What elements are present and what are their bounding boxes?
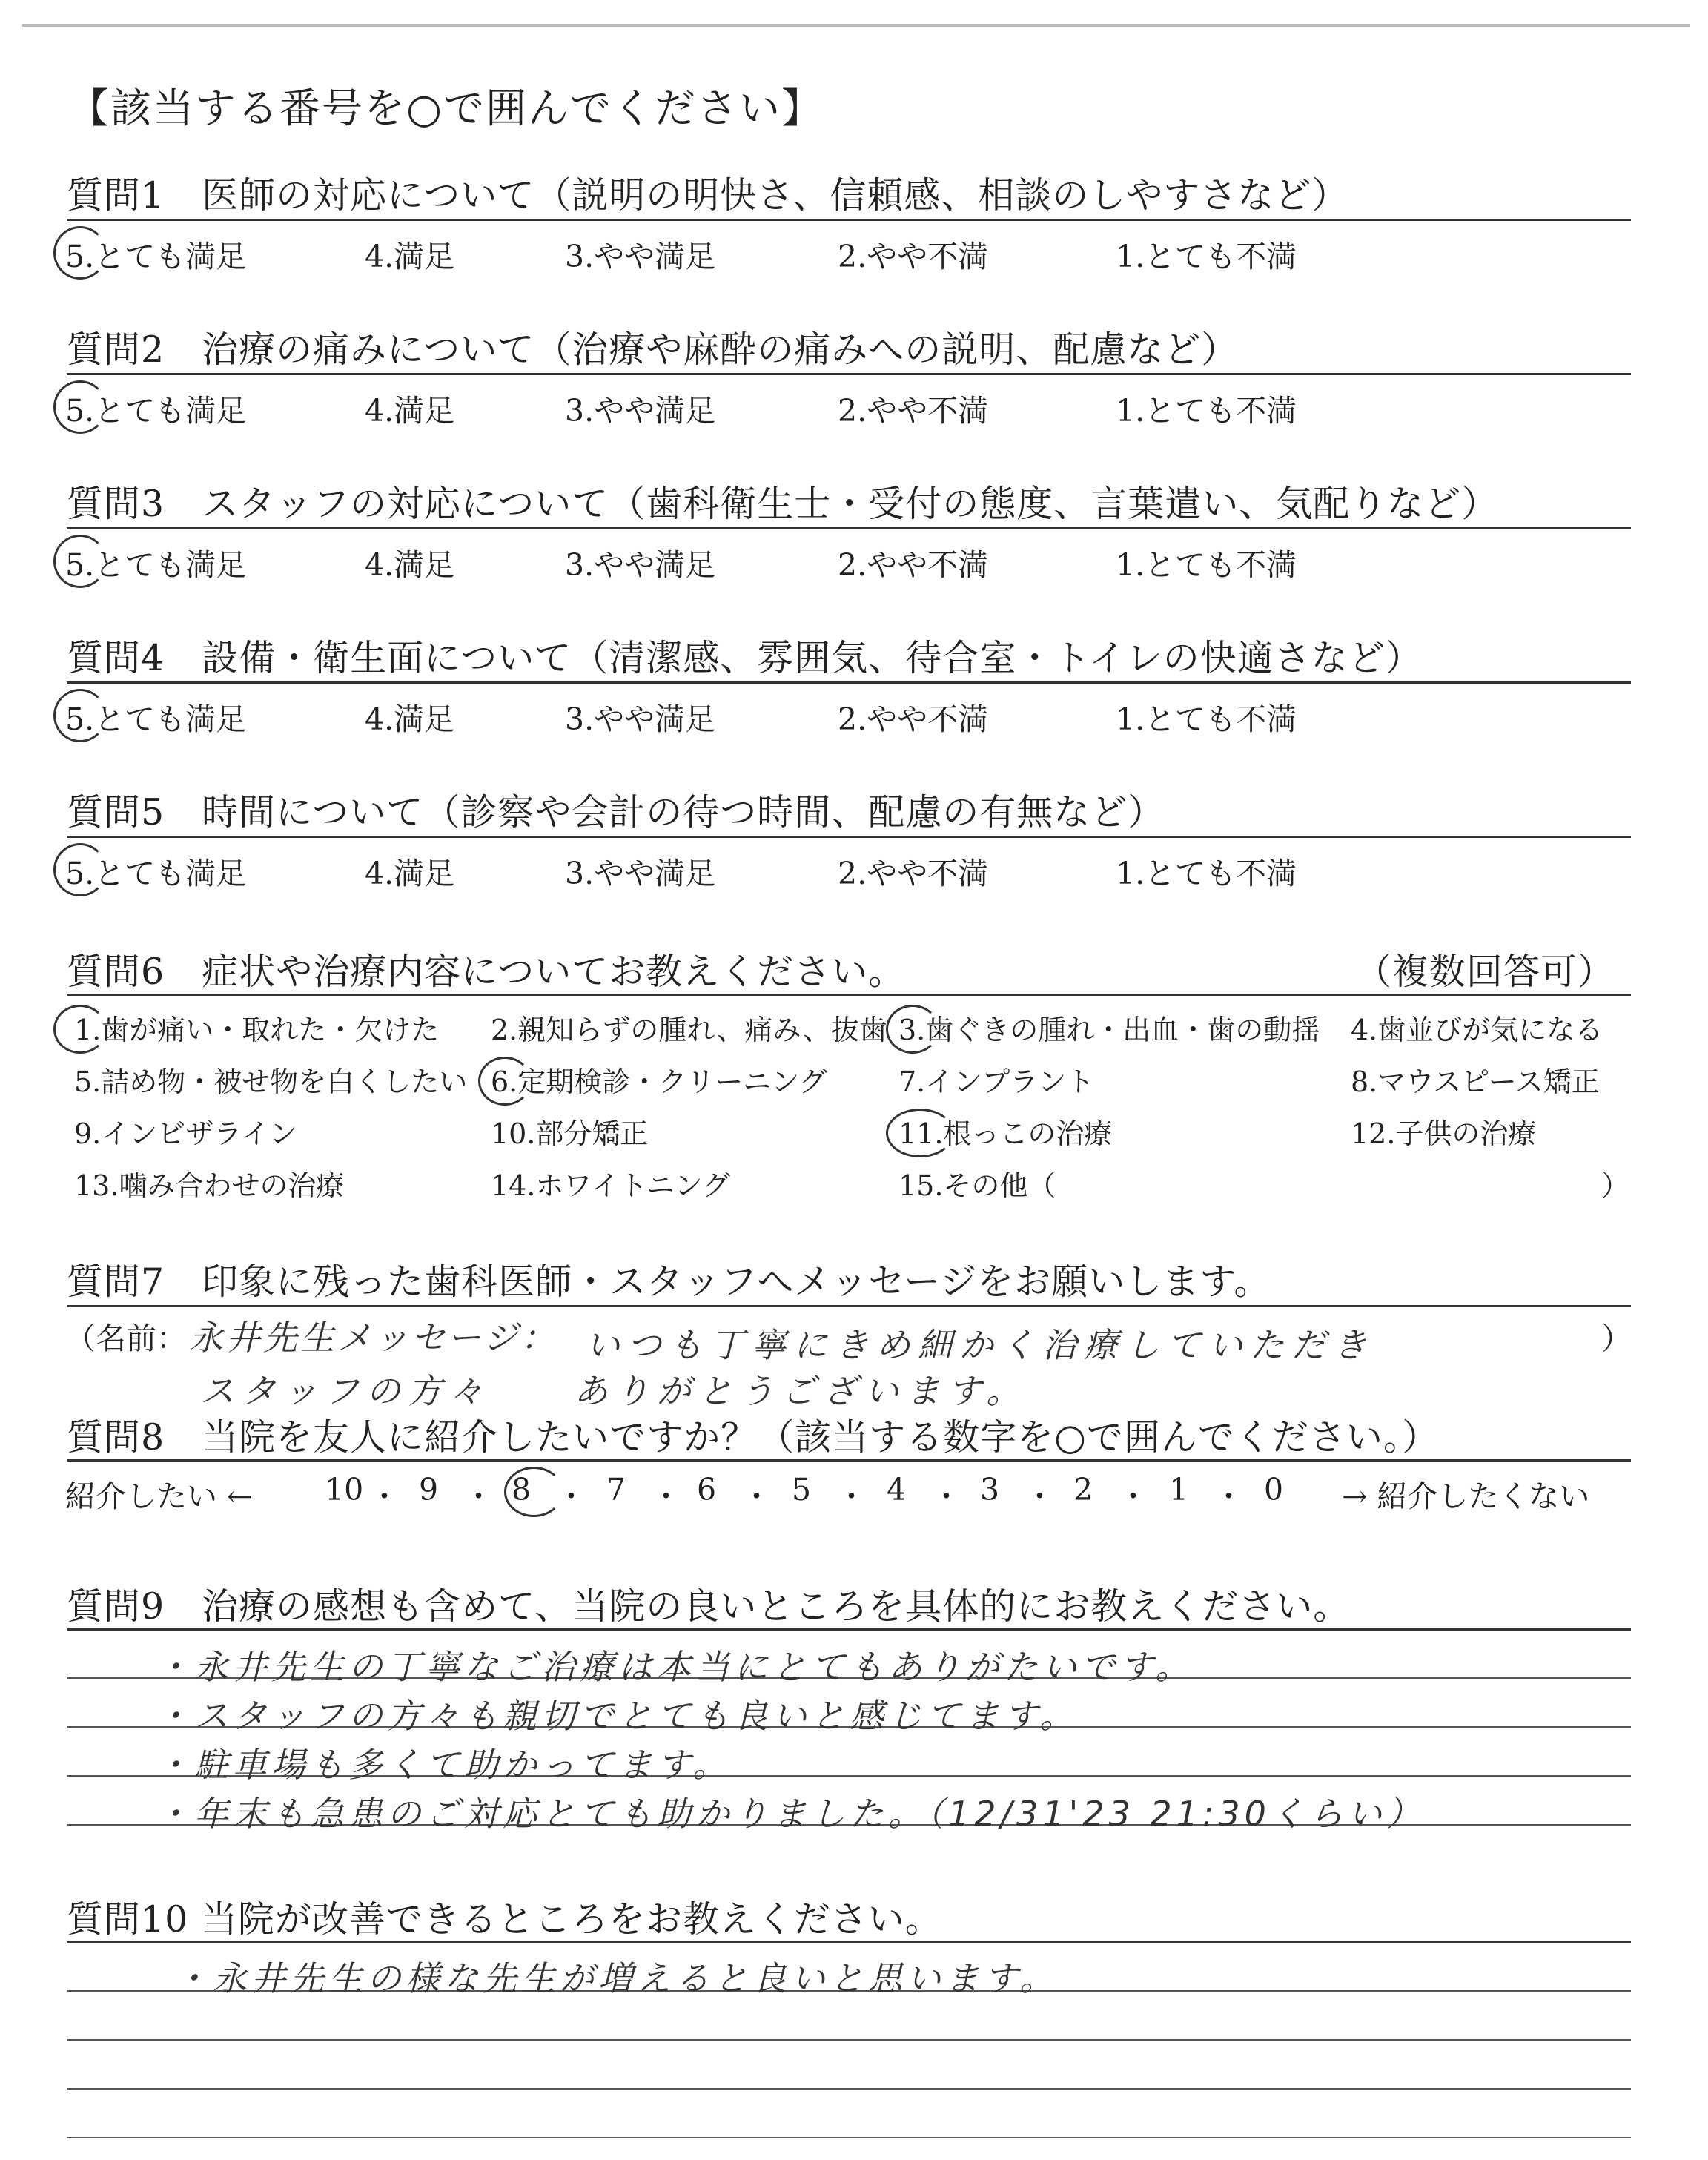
q7-name-label: （名前：: [65, 1321, 187, 1356]
q6-option-8: 8.マウスピース矯正: [1351, 1066, 1600, 1098]
q8-title: 質問8 当院を友人に紹介したいですか？（該当する数字を○で囲んでください。）: [67, 1416, 1440, 1459]
q8-value-6: 6: [697, 1472, 717, 1507]
q6-option-9: 9.インビザライン: [74, 1117, 298, 1150]
q8-left-label: 紹介したい ←: [65, 1479, 253, 1514]
q8-separator: ・: [741, 1479, 772, 1514]
q8-selected-circle: [504, 1467, 563, 1517]
q10-ruled-line: [67, 1941, 1631, 1943]
q8-value-1: 1: [1169, 1472, 1189, 1507]
q8-value-2: 2: [1073, 1472, 1093, 1507]
q6-option-13: 13.噛み合わせの治療: [74, 1169, 345, 1202]
q8-separator: ・: [463, 1479, 494, 1514]
q8-value-4: 4: [887, 1472, 907, 1507]
q4-option-4: 1.とても不満: [1116, 701, 1297, 737]
q7-rule: [67, 1305, 1631, 1307]
q6-title: 質問6 症状や治療内容についてお教えください。: [67, 951, 906, 993]
q6-note: （複数回答可）: [1355, 951, 1615, 993]
q7-title: 質問7 印象に残った歯科医師・スタッフへメッセージをお願いします。: [67, 1261, 1271, 1303]
q2-option-1: 4.満足: [365, 393, 455, 429]
q9-ruled-line: [67, 1628, 1631, 1631]
q3-title: 質問3 スタッフの対応について（歯科衛生士・受付の態度、言葉遣い、気配りなど）: [67, 483, 1499, 525]
q1-option-3: 2.やや不満: [838, 239, 989, 274]
q1-option-4: 1.とても不満: [1116, 239, 1297, 274]
q8-value-8: 8: [512, 1472, 532, 1507]
q2-option-4: 1.とても不満: [1116, 393, 1297, 429]
q8-value-7: 7: [606, 1472, 626, 1507]
q10-ruled-line: [67, 2088, 1631, 2090]
q8-right-label: → 紹介したくない: [1342, 1479, 1590, 1514]
q3-option-1: 4.満足: [365, 547, 455, 583]
q8-value-9: 9: [419, 1472, 439, 1507]
q6-option-3: 3.歯ぐきの腫れ・出血・歯の動揺: [898, 1014, 1320, 1046]
q2-option-2: 3.やや満足: [565, 393, 716, 429]
q6-option-12: 12.子供の治療: [1351, 1117, 1537, 1150]
q7-message-line-2: スタッフの方々 ありがとうございます。: [200, 1371, 1028, 1411]
q6-option-11: 11.根っこの治療: [898, 1117, 1113, 1150]
q8-value-5: 5: [792, 1472, 812, 1507]
q2-rule: [67, 373, 1631, 375]
q2-option-0: 5.とても満足: [65, 393, 247, 429]
q6-option-16: ）: [1601, 1169, 1630, 1202]
q2-title: 質問2 治療の痛みについて（治療や麻酔の痛みへの説明、配慮など）: [67, 328, 1239, 371]
q3-rule: [67, 527, 1631, 529]
q4-option-2: 3.やや満足: [565, 701, 716, 737]
q9-answer-1: ・永井先生の丁寧なご治療は本当にとてもありがたいです。: [156, 1647, 1194, 1687]
q3-option-2: 3.やや満足: [565, 547, 716, 583]
q4-rule: [67, 681, 1631, 684]
q6-option-2: 2.親知らずの腫れ、痛み、抜歯: [491, 1014, 887, 1046]
q8-separator: ・: [931, 1479, 961, 1514]
q6-selected-circle-3: [886, 1109, 954, 1157]
q5-rule: [67, 836, 1631, 838]
q6-option-10: 10.部分矯正: [491, 1117, 649, 1150]
q3-selected-circle: [53, 535, 107, 588]
q5-option-3: 2.やや不満: [838, 856, 989, 891]
scan-edge: [22, 24, 1690, 27]
q2-selected-circle: [53, 380, 107, 434]
q8-separator: ・: [369, 1479, 400, 1514]
q7-name-handwritten: 永井先生メッセージ：: [189, 1318, 558, 1358]
q2-option-3: 2.やや不満: [838, 393, 989, 429]
q8-separator: ・: [1025, 1479, 1055, 1514]
q9-answer-3: ・駐車場も多くて助かってます。: [156, 1745, 732, 1785]
q1-title: 質問1 医師の対応について（説明の明快さ、信頼感、相談のしやすさなど）: [67, 174, 1349, 217]
q1-selected-circle: [53, 226, 107, 280]
q8-value-0: 0: [1264, 1472, 1284, 1507]
q6-option-6: 6.定期検診・クリーニング: [491, 1066, 827, 1098]
q1-option-1: 4.満足: [365, 239, 455, 274]
q8-value-3: 3: [980, 1472, 1000, 1507]
q3-option-0: 5.とても満足: [65, 547, 247, 583]
q5-title: 質問5 時間について（診察や会計の待つ時間、配慮の有無など）: [67, 791, 1165, 833]
q5-option-2: 3.やや満足: [565, 856, 716, 891]
q10-ruled-line: [67, 2137, 1631, 2138]
q9-title: 質問9 治療の感想も含めて、当院の良いところを具体的にお教えください。: [67, 1585, 1351, 1628]
q8-rule: [67, 1459, 1631, 1462]
q1-option-2: 3.やや満足: [565, 239, 716, 274]
q4-title: 質問4 設備・衛生面について（清潔感、雰囲気、待合室・トイレの快適さなど）: [67, 637, 1423, 679]
q5-option-0: 5.とても満足: [65, 856, 247, 891]
q1-rule: [67, 219, 1631, 221]
q7-message-line-1: いつも丁寧にきめ細かく治療していただき: [586, 1325, 1374, 1365]
q6-selected-circle-1: [886, 1005, 939, 1054]
q8-separator: ・: [1214, 1479, 1244, 1514]
q6-option-7: 7.インプラント: [898, 1066, 1095, 1098]
q10-ruled-line: [67, 2039, 1631, 2041]
q4-option-1: 4.満足: [365, 701, 455, 737]
q7-close-paren: ）: [1601, 1321, 1632, 1356]
q4-selected-circle: [53, 689, 107, 742]
q8-separator: ・: [651, 1479, 681, 1514]
q8-value-10: 10: [325, 1472, 364, 1507]
q4-option-0: 5.とても満足: [65, 701, 247, 737]
q4-option-3: 2.やや不満: [838, 701, 989, 737]
q5-option-1: 4.満足: [365, 856, 455, 891]
q5-selected-circle: [53, 843, 107, 896]
q6-selected-circle-2: [478, 1057, 532, 1106]
q8-separator: ・: [1118, 1479, 1148, 1514]
q8-separator: ・: [556, 1479, 586, 1514]
q6-option-14: 14.ホワイトニング: [491, 1169, 731, 1202]
q3-option-4: 1.とても不満: [1116, 547, 1297, 583]
q6-rule: [67, 994, 1631, 996]
q3-option-3: 2.やや不満: [838, 547, 989, 583]
q9-answer-2: ・スタッフの方々も親切でとても良いと感じてます。: [156, 1696, 1079, 1736]
q1-option-0: 5.とても満足: [65, 239, 247, 274]
q5-option-4: 1.とても不満: [1116, 856, 1297, 891]
q8-separator: ・: [836, 1479, 867, 1514]
q6-option-5: 5.詰め物・被せ物を白くしたい: [74, 1066, 468, 1098]
q6-option-15: 15.その他（: [898, 1169, 1056, 1202]
q9-answer-4: ・年末も急患のご対応とても助かりました。（12/31'23 21:30くらい）: [156, 1794, 1425, 1834]
q10-answer-1: ・永井先生の様な先生が増えると良いと思います。: [174, 1958, 1059, 1998]
q10-title: 質問10 当院が改善できるところをお教えください。: [67, 1898, 942, 1941]
q6-option-4: 4.歯並びが気になる: [1351, 1014, 1603, 1046]
q6-selected-circle-0: [53, 1005, 107, 1054]
form-heading: 【該当する番号を○で囲んでください】: [68, 85, 824, 132]
q6-option-1: 1.歯が痛い・取れた・欠けた: [74, 1014, 440, 1046]
